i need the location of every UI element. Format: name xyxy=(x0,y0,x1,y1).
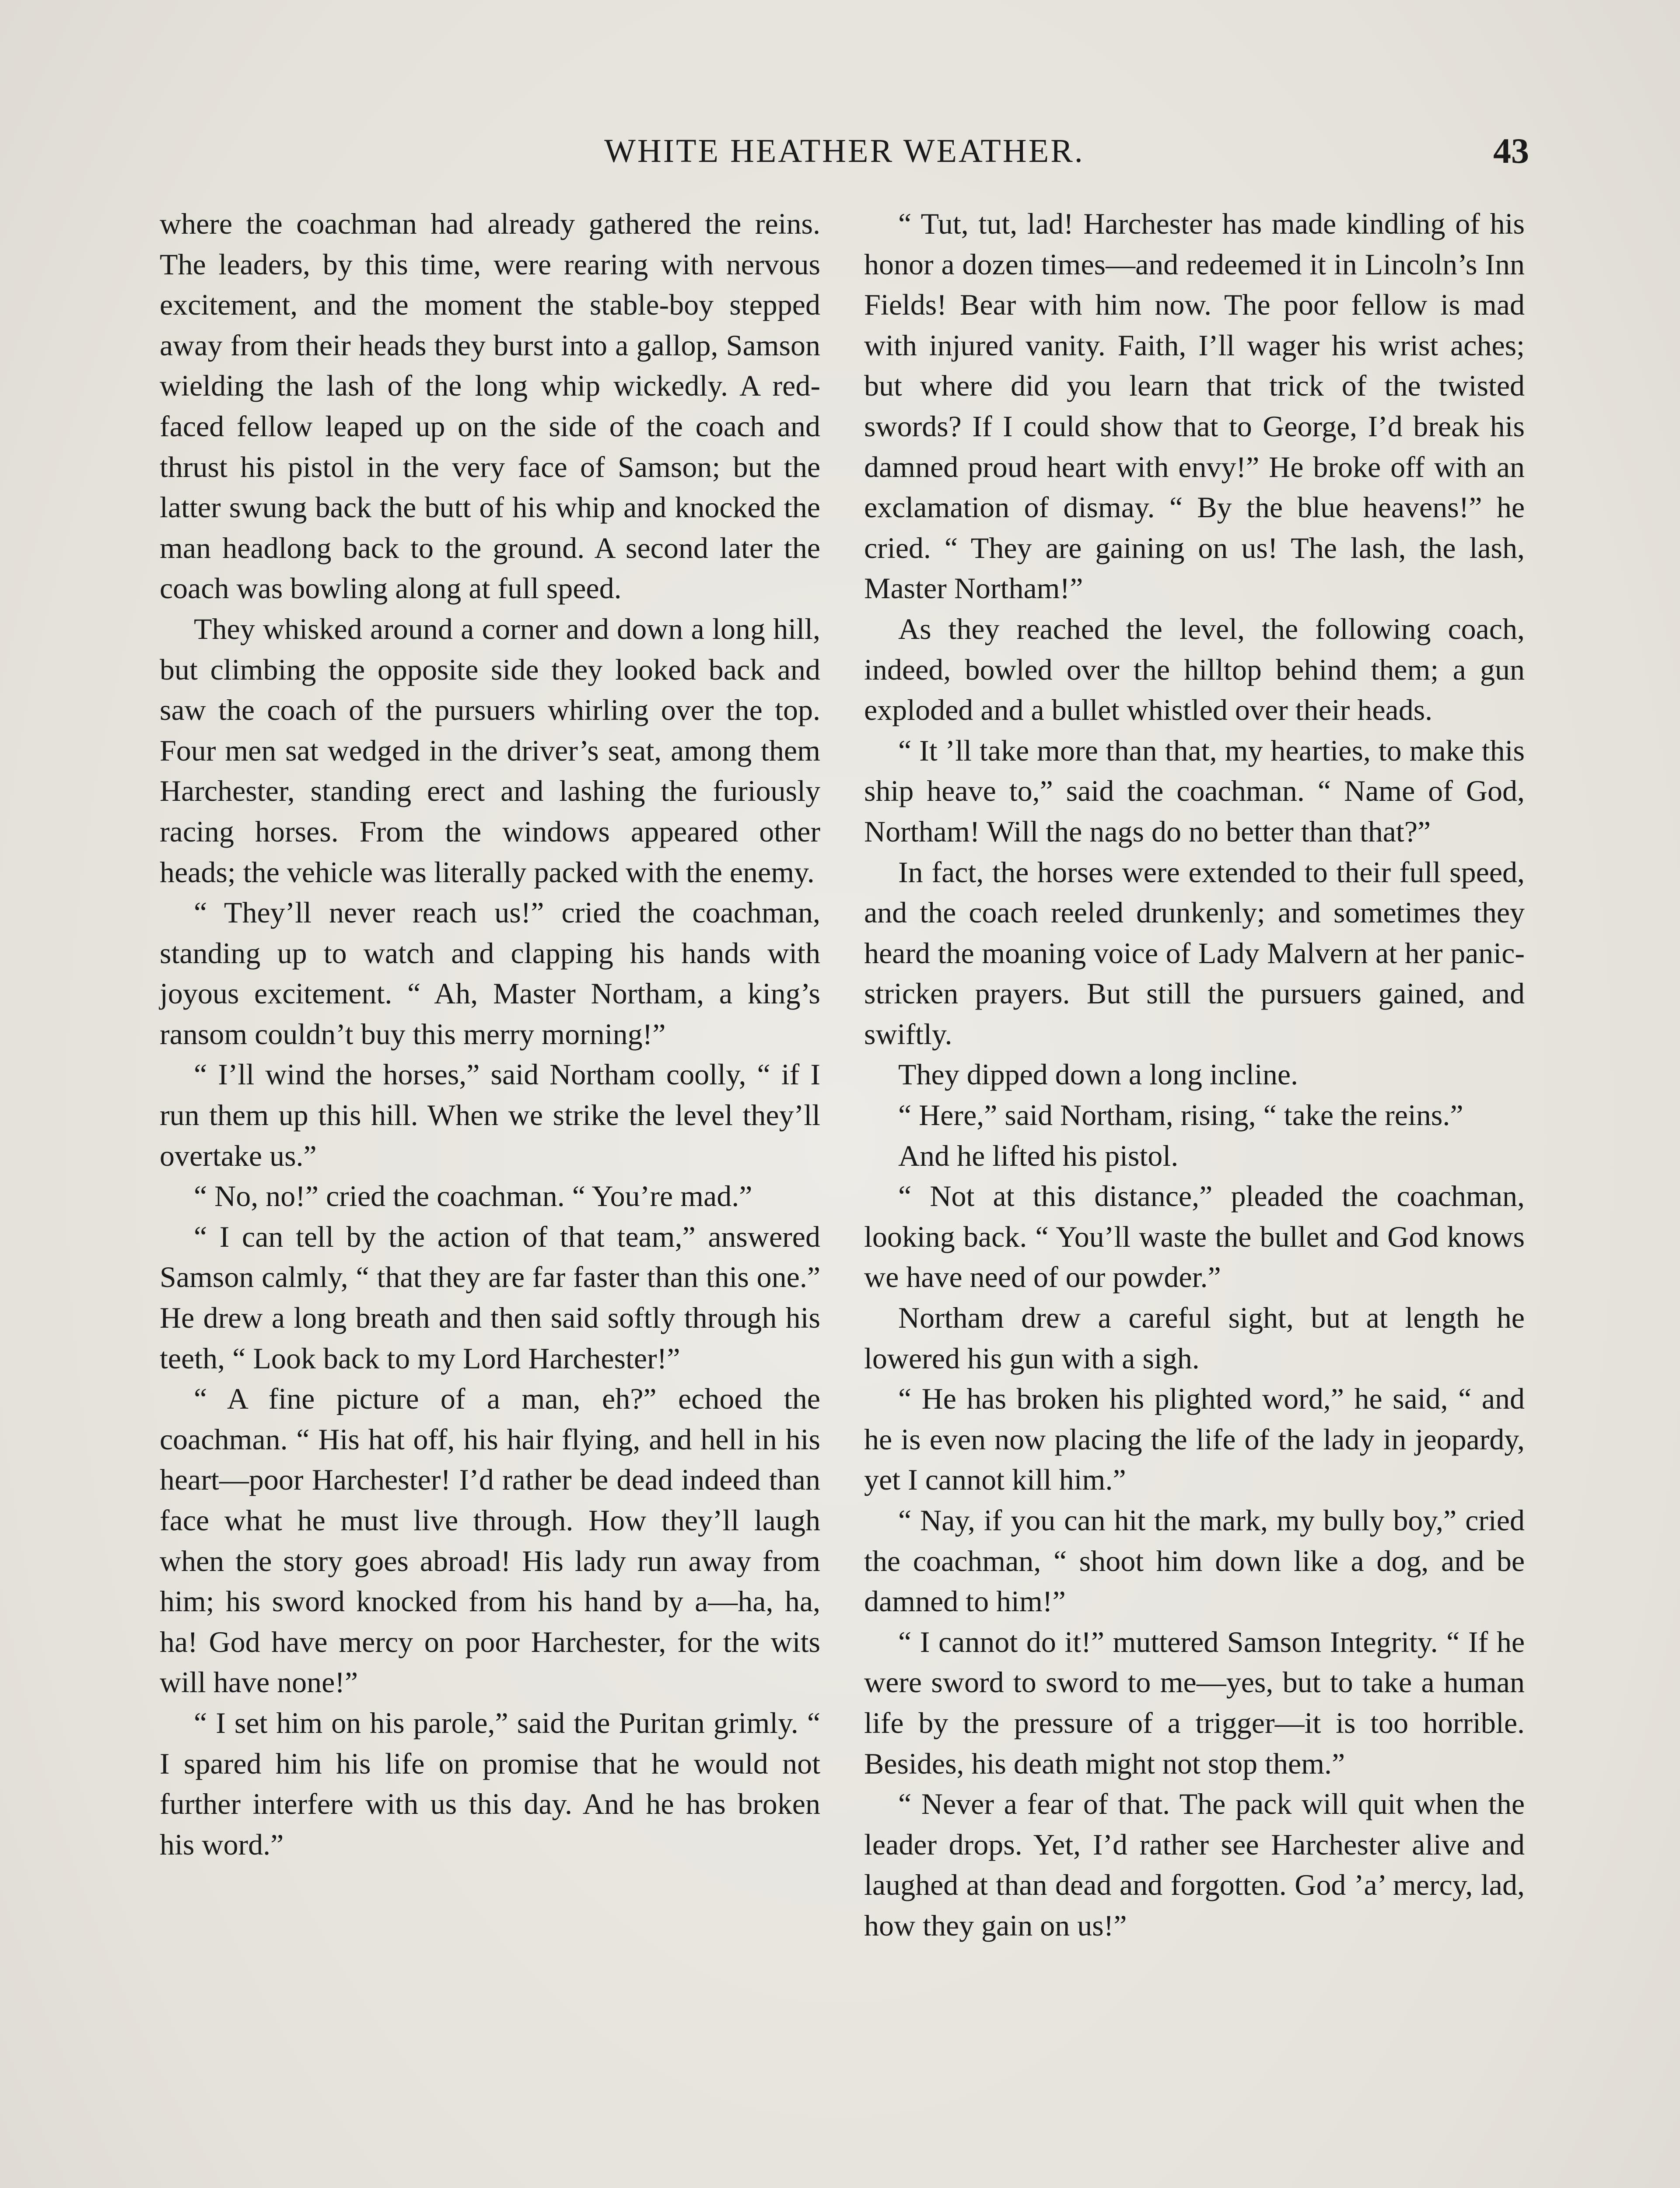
paragraph: “ Not at this distance,” pleaded the coachman, looking back. “ You’ll waste the bullet and God knows we have need of our powder.” xyxy=(864,1179,1525,1294)
paragraph: “ Never a fear of that. The pack will quit when the leader drops. Yet, I’d rather see Harchester alive and laughed at than dead and forgotten. God ’a’ mercy, lad, how they gain on us!” xyxy=(864,1787,1525,1942)
paragraph: Northam drew a careful sight, but at length he lowered his gun with a sigh. xyxy=(864,1301,1525,1375)
paragraph: “ He has broken his plighted word,” he said, “ and he is even now placing the life of the lady in jeopardy, yet I cannot kill him.” xyxy=(864,1382,1525,1497)
right-text-column xyxy=(864,203,1525,1946)
paragraph: “ I set him on his parole,” said the Puritan grimly. “ I spared him his life on promise that he would not further interfere with us this day. And he has broken his word.” xyxy=(160,1706,820,1861)
running-head: WHITE HEATHER WEATHER. xyxy=(604,133,1085,169)
paragraph: “ Here,” said Northam, rising, “ take the reins.” xyxy=(898,1098,1463,1132)
paragraph: As they reached the level, the following coach, indeed, bowled over the hilltop behind them; a gun exploded and a bullet whistled over their heads. xyxy=(864,612,1525,727)
page-number: 43 xyxy=(1493,131,1529,171)
paragraph: “ Nay, if you can hit the mark, my bully boy,” cried the coachman, “ shoot him down like a dog, and be damned to him!” xyxy=(864,1504,1525,1618)
paragraph: “ A fine picture of a man, eh?” echoed the coachman. “ His hat off, his hair flying, and hell in his heart—poor Harchester! I’d rather be dead indeed than face what he must live through. How they’ll laugh when the story goes abroad! His lady run away from him; his sword knocked from his hand by a—ha, ha, ha! God have mercy on poor Harchester, for the wits will have none!” xyxy=(160,1382,820,1699)
paragraph: “ I can tell by the action of that team,” answered Samson calmly, “ that they are far faster than this one.” He drew a long breath and then said softly through his teeth, “ Look back to my Lord Harchester!” xyxy=(160,1220,820,1375)
paragraph: They whisked around a corner and down a long hill, but climbing the opposite side they looked back and saw the coach of the pursuers whirling over the top. Four men sat wedged in the driver’s seat, among them Harchester, standing erect and lashing the furiously racing horses. From the windows appeared other heads; the vehicle was literally packed with the enemy. xyxy=(160,612,820,889)
paragraph: “ It ’ll take more than that, my hearties, to make this ship heave to,” said the coachman. “ Name of God, Northam! Will the nags do no better than that?” xyxy=(864,733,1525,848)
paragraph: They dipped down a long incline. xyxy=(898,1058,1298,1091)
paragraph: “ Tut, tut, lad! Harchester has made kindling of his honor a dozen times—and redeemed it in Lincoln’s Inn Fields! Bear with him now. The poor fellow is mad with injured vanity. Faith, I’ll wager his wrist aches; but where did you learn that trick of the twisted swords? If I could show that to George, I’d break his damned proud heart with envy!” He broke off with an exclamation of dismay. “ By the blue heavens!” he cried. “ They are gaining on us! The lash, the lash, Master Northam!” xyxy=(864,207,1525,605)
left-text-column xyxy=(160,203,820,1865)
paragraph: where the coachman had already gathered the reins. The leaders, by this time, were rearing with nervous excitement, and the moment the stable-boy stepped away from their heads they burst into a gallop, Samson wielding the lash of the long whip wickedly. A red-faced fellow leaped up on the side of the coach and thrust his pistol in the very face of Samson; but the latter swung back the butt of his whip and knocked the man headlong back to the ground. A second later the coach was bowling along at full speed. xyxy=(160,207,820,605)
paragraph: “ I’ll wind the horses,” said Northam coolly, “ if I run them up this hill. When we strike the level they’ll overtake us.” xyxy=(160,1058,820,1172)
paragraph: “ No, no!” cried the coachman. “ You’re mad.” xyxy=(194,1179,752,1213)
paragraph: In fact, the horses were extended to their full speed, and the coach reeled drunkenly; and sometimes they heard the moaning voice of Lady Malvern at her panic-stricken prayers. But still the pursuers gained, and swiftly. xyxy=(864,855,1525,1051)
paragraph: “ I cannot do it!” muttered Samson Integrity. “ If he were sword to sword to me—yes, but to take a human life by the pressure of a trigger—it is too horrible. Besides, his death might not stop them.” xyxy=(864,1625,1525,1780)
paragraph: “ They’ll never reach us!” cried the coachman, standing up to watch and clapping his hands with joyous excitement. “ Ah, Master Northam, a king’s ransom couldn’t buy this merry morning!” xyxy=(160,896,820,1051)
paragraph: And he lifted his pistol. xyxy=(898,1139,1179,1172)
page-header xyxy=(160,127,1529,175)
